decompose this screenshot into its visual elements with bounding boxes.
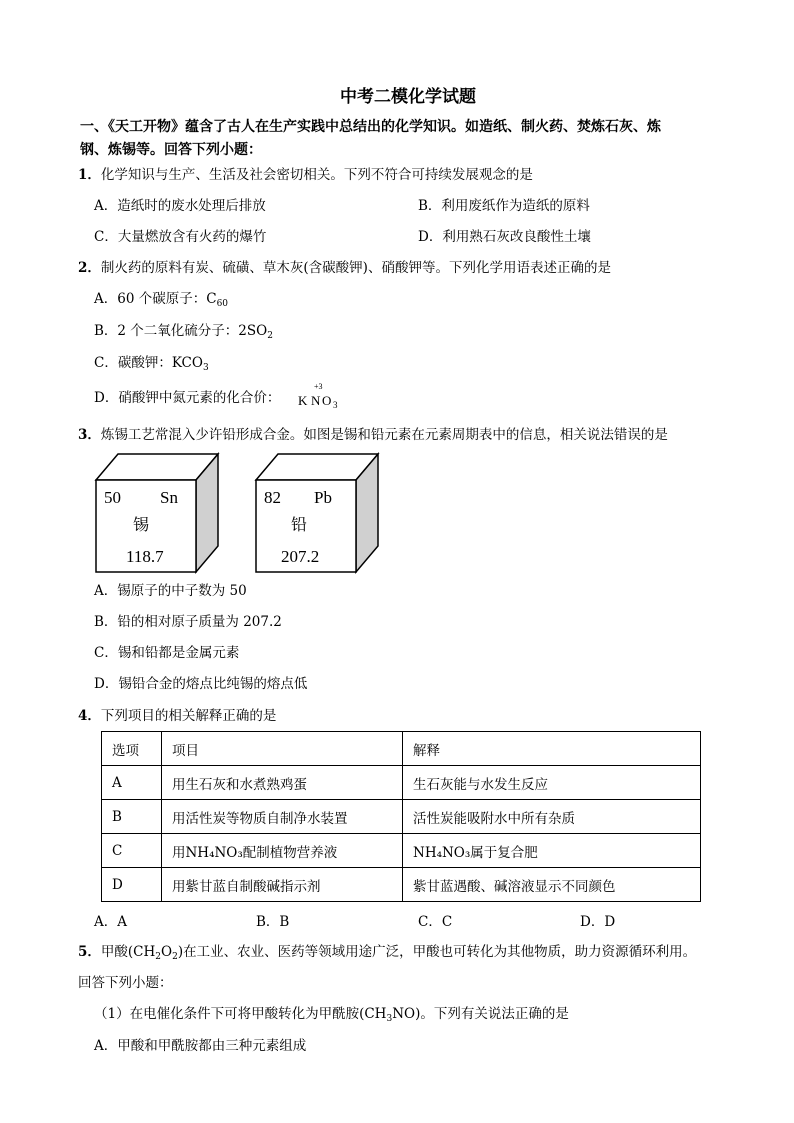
- section-heading-line2: 钢、炼锡等。回答下列小题：: [80, 142, 262, 158]
- q1-option-d[interactable]: D．利用熟石灰改良酸性土壤: [418, 229, 591, 245]
- table-cell: B: [102, 800, 162, 834]
- question-2-stem: [78, 259, 611, 277]
- table-row: [102, 868, 701, 902]
- table-cell: 紫甘蓝遇酸、碱溶液显示不同颜色: [403, 868, 701, 902]
- formula-o: O: [322, 393, 332, 408]
- q1-option-b[interactable]: B．利用废纸作为造纸的原料: [418, 198, 590, 214]
- formula-subscript: 3: [333, 400, 338, 410]
- q5-option-a[interactable]: A．甲酸和甲酰胺都由三种元素组成: [94, 1038, 307, 1054]
- q3-option-c[interactable]: C．锡和铅都是金属元素: [94, 645, 240, 661]
- question-text: （1）在电催化条件下可将甲酸转化为甲酰胺(CH: [94, 1006, 387, 1022]
- question-number: 5．: [78, 944, 101, 960]
- table-cell: 生石灰能与水发生反应: [403, 766, 701, 800]
- subscript: 2: [155, 952, 162, 962]
- table-row: [102, 834, 701, 868]
- option-text: C．碳酸钾：KCO: [94, 355, 203, 371]
- q4-table: [101, 731, 701, 902]
- valence-label: +3: [314, 382, 323, 391]
- option-text: A．60 个碳原子：C: [94, 291, 217, 307]
- section-heading-line1: 一、《天工开物》蕴含了古人在生产实践中总结出的化学知识。如造纸、制火药、焚炼石灰、炼: [80, 119, 661, 135]
- option-text: D．硝酸钾中氮元素的化合价：: [94, 390, 281, 406]
- q4-option-c[interactable]: C．C: [418, 914, 453, 930]
- subscript: 3: [386, 1014, 393, 1024]
- question-3-stem: [78, 426, 668, 444]
- page-title: 中考二模化学试题: [340, 87, 476, 107]
- tin-symbol: Sn: [160, 488, 178, 507]
- question-text: 化学知识与生产、生活及社会密切相关。下列不符合可持续发展观念的是: [100, 167, 533, 183]
- option-text: B．2 个二氧化硫分子：2SO: [94, 323, 268, 339]
- q4-option-d[interactable]: D．D: [580, 914, 616, 930]
- table-cell: 用活性炭等物质自制净水装置: [162, 800, 403, 834]
- q1-option-a[interactable]: A．造纸时的废水处理后排放: [94, 198, 266, 214]
- question-number: 1．: [78, 167, 101, 183]
- question-number: 2．: [78, 260, 101, 276]
- question-5-stem-line2: 回答下列小题：: [78, 975, 173, 991]
- table-cell: A: [102, 766, 162, 800]
- question-1-stem: [78, 166, 533, 184]
- table-row: [102, 800, 701, 834]
- q2-option-c[interactable]: [94, 354, 209, 372]
- q4-option-b[interactable]: B．B: [256, 914, 290, 930]
- table-cell: 用紫甘蓝自制酸碱指示剂: [162, 868, 403, 902]
- table-cell: 用生石灰和水煮熟鸡蛋: [162, 766, 403, 800]
- lead-atomic-mass: 207.2: [281, 547, 320, 566]
- q3-option-a[interactable]: A．锡原子的中子数为 50: [94, 583, 247, 599]
- question-text: 下列项目的相关解释正确的是: [100, 708, 277, 724]
- q2-option-a[interactable]: [94, 290, 228, 308]
- table-row: [102, 766, 701, 800]
- question-text: )在工业、农业、医药等领域用途广泛，甲酸也可转化为其他物质，助力资源循环利用。: [177, 944, 697, 960]
- formula-n: N: [311, 393, 321, 408]
- table-cell: D: [102, 868, 162, 902]
- lead-element-cube: [250, 450, 390, 578]
- lead-atomic-number: 82: [264, 488, 281, 507]
- q1-option-c[interactable]: C．大量燃放含有火药的爆竹: [94, 229, 267, 245]
- table-cell: 活性炭能吸附水中所有杂质: [403, 800, 701, 834]
- q3-option-d[interactable]: D．锡铅合金的熔点比纯锡的熔点低: [94, 676, 308, 692]
- q3-option-b[interactable]: B．铅的相对原子质量为 207.2: [94, 614, 282, 630]
- tin-name: 锡: [133, 515, 150, 534]
- q2-option-d[interactable]: [94, 389, 280, 407]
- question-number: 4．: [78, 708, 101, 724]
- q2-option-b[interactable]: [94, 322, 273, 340]
- table-cell: NH₄NO₃属于复合肥: [403, 834, 701, 868]
- kno3-formula: [298, 383, 348, 413]
- table-header-cell: 项目: [162, 732, 403, 766]
- question-text: 炼锡工艺常混入少许铅形成合金。如图是锡和铅元素在元素周期表中的信息，相关说法错误的是: [100, 427, 668, 443]
- lead-name: 铅: [291, 515, 308, 534]
- subscript: 2: [267, 331, 273, 341]
- question-text: O: [161, 944, 173, 960]
- question-text: 制火药的原料有炭、硫磺、草木灰(含碳酸钾)、硝酸钾等。下列化学用语表述正确的是: [100, 260, 611, 276]
- subscript: 60: [216, 299, 229, 309]
- table-cell: C: [102, 834, 162, 868]
- table-header-row: [102, 732, 701, 766]
- subscript: 2: [172, 952, 178, 962]
- question-text: 甲酸(CH: [100, 944, 156, 960]
- question-4-stem: [78, 707, 276, 725]
- table-header-cell: 选项: [102, 732, 162, 766]
- q4-option-a[interactable]: A．A: [94, 914, 127, 930]
- question-text: NO)。下列有关说法正确的是: [392, 1006, 569, 1022]
- table-cell: 用NH₄NO₃配制植物营养液: [162, 834, 403, 868]
- formula-k: K: [298, 393, 308, 408]
- question-5-stem: [78, 943, 696, 961]
- question-number: 3．: [78, 427, 101, 443]
- tin-atomic-mass: 118.7: [126, 547, 164, 566]
- subscript: 3: [202, 363, 209, 373]
- q5-subquestion-1: [94, 1005, 569, 1023]
- table-header-cell: 解释: [403, 732, 701, 766]
- lead-symbol: Pb: [314, 488, 332, 507]
- tin-atomic-number: 50: [104, 488, 121, 507]
